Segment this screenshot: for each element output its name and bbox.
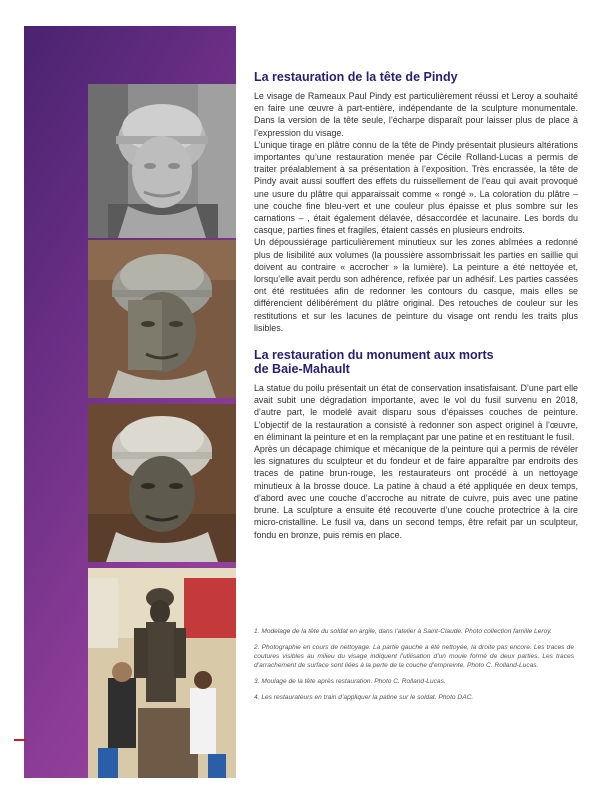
photo-captions [254,627,574,709]
paragraph: Le visage de Rameaux Paul Pindy est particulièrement réussi et Leroy a souhaité en faire une œuvre à part-entière, indépendante de la sculpture monumentale. Dans la version de la tête seule, l’écharpe disparaît pour laisser plus de place à l’expression du visage. [254,91,578,138]
photo-bust-restored [88,404,236,562]
section-title-line1: La restauration du monument aux morts [254,348,494,363]
red-margin-mark [14,739,26,741]
article-body [254,70,578,541]
caption-1: 1. Modelage de la tête du soldat en argile, dans l’atelier à Saint-Claude. Photo collection famille Leroy. [254,628,552,635]
caption-2: 2. Photographie en cours de nettoyage. La partie gauche a été nettoyée, la droite pas encore. Les traces de coutures visibles au milieu du visage indiquent l’utilisation d’un moule formé de deux parties. Les traces d’arrachement de surface sont liées à la perte de la couche d’empreinte. Photo C. Rolland-Lucas. [254,644,574,669]
paragraph: Après un décapage chimique et mécanique de la peinture qui a permis de révéler les signatures du sculpteur et du fondeur et de faire apparaître par endroits des traces de patine brun-rouge, les restaurateurs ont procédé à un nettoyage minutieux à la brosse douce. La patine à chaud a été appliquée en deux temps, d’abord avec une couche d’accroche au nitrate de cuivre, puis avec une patine brune. La sculpture a ensuite été recouverte d’une couche protectrice à la cire micro-cristalline. Le fusil va, dans un second temps, être refait par un sculpteur, fondu en bronze, puis remis en place. [254,444,578,540]
photo-restorers-monument [88,568,236,778]
photo-bust-cleaning [88,240,236,398]
paragraph: La statue du poilu présentait un état de conservation insatisfaisant. D’une part elle avait subit une dégradation importante, avec le vol du fusil survenu en 2018, d’autre part, le modelé avait disparu sous d’épaisses couches de peinture. L’objectif de la restauration a consisté à redonner son aspect originel à l’œuvre, en éliminant la peinture et en la remplaçant par une patine et en restituant le fusil. [254,383,578,442]
caption-3: 3. Moulage de la tête après restauration. Photo C. Rolland-Lucas. [254,678,446,685]
paragraph: Un dépoussiérage particulièrement minutieux sur les zones abîmées a redonné plus de lisibilité aux volumes (la poussière assombrissait les parties en saillie qui doivent au contraire « accrocher » la lumière). La peinture a été nettoyée et, lorsqu’elle avait perdu son adhérence, refixée par un adhésif. Les parties cassées ont été restituées afin de redonner les contours du casque, mais elles se différencient délibérément du plâtre original. Des retouches de couleur sur les restitutions et sur les lacunes de peinture du visage ont rendu les traits plus lisibles. [254,237,578,333]
section-title-pindy: La restauration de la tête de Pindy [254,70,458,84]
paragraph: L’unique tirage en plâtre connu de la tête de Pindy présentait plusieurs altérations importantes qu’une restauration menée par Cécile Rolland-Lucas a permis de traiter préalablement à sa présentation à l’exposition. Très encrassée, la tête de Pindy avait aussi souffert des effets du ruissellement de l’eau qui avait provoqué une usure du plâtre qui apparaissait comme « rongé ». La coloration du plâtre – une couche fine bleu-vert et une couleur plus épaisse et plus sombre sur les carnations – , était également délavée, désaccordée et lacunaire. Les bords du casque, parties fines et fragiles, étaient cassés en plusieurs endroits. [254,139,578,236]
photo-clay-bust-modeling [88,84,236,238]
caption-4: 4. Les restaurateurs en train d’appliquer la patine sur le soldat. Photo DAC. [254,694,474,701]
section-title-monument [254,348,578,376]
section-title-line2: de Baie-Mahault [254,362,350,377]
